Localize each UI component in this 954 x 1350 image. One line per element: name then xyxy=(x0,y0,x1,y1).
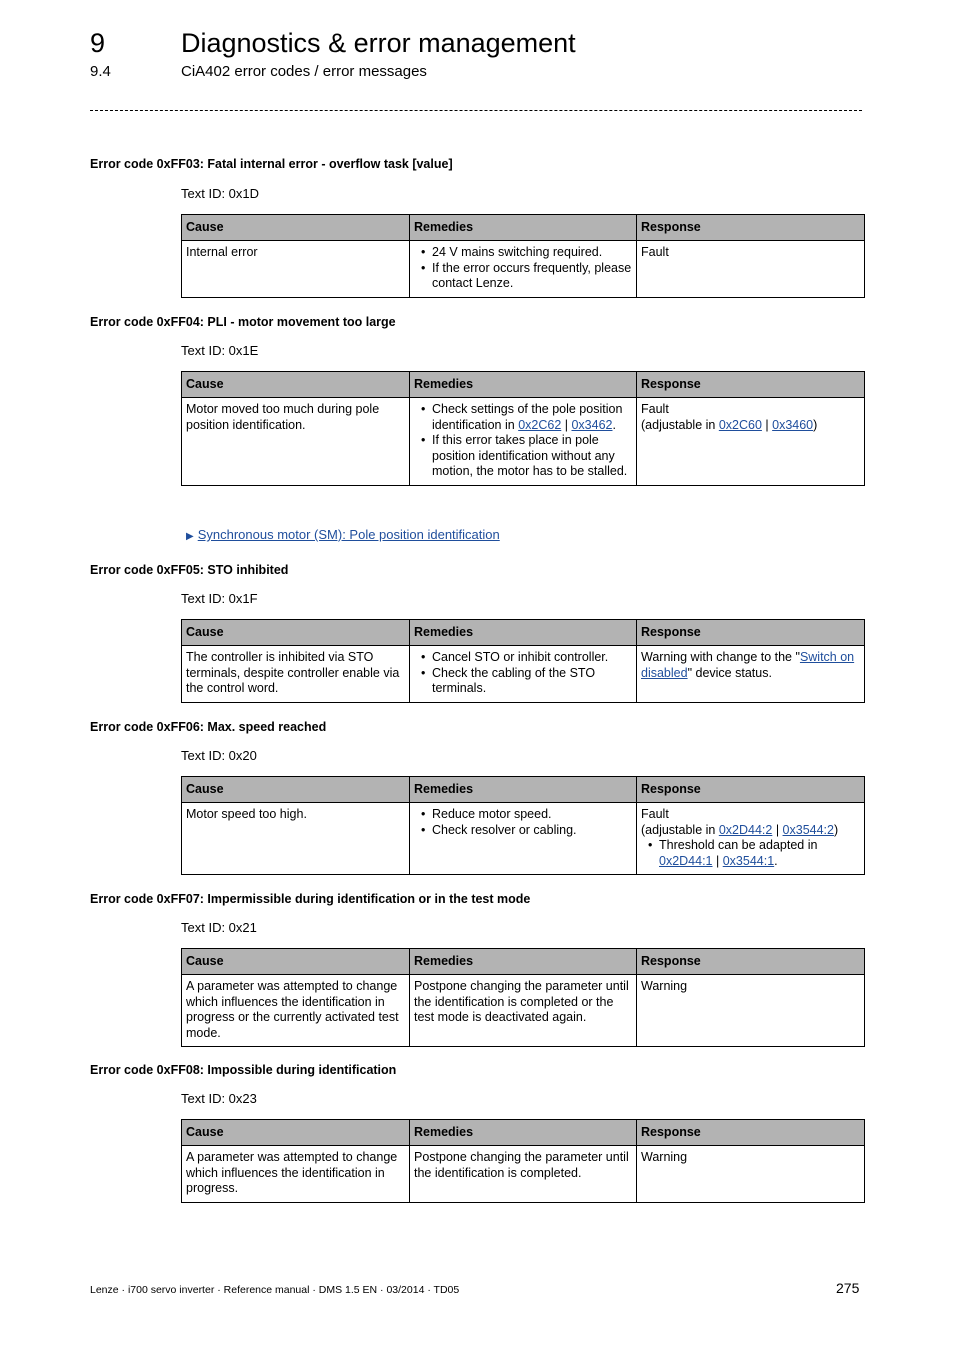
adjustable-prefix: (adjustable in xyxy=(641,417,719,432)
switch-on-disabled-link[interactable]: Switch on disabled xyxy=(641,650,855,680)
column-header-remedies: Remedies xyxy=(410,949,637,975)
remedies-cell xyxy=(410,646,637,703)
triangle-right-icon: ▶ xyxy=(186,531,194,542)
param-link-0x2D44-1[interactable]: 0x2D44:1 xyxy=(659,853,713,868)
column-header-cause: Cause xyxy=(182,372,410,398)
error-heading: Error code 0xFF07: Impermissible during identification or in the test mode xyxy=(90,892,531,906)
column-header-response: Response xyxy=(637,372,865,398)
header-divider xyxy=(90,110,862,111)
cause-cell: Internal error xyxy=(182,241,410,298)
table-row xyxy=(182,975,865,1047)
param-link-0x2C62[interactable]: 0x2C62 xyxy=(518,417,562,432)
param-link-0x3544-2[interactable]: 0x3544:2 xyxy=(782,822,834,837)
column-header-remedies: Remedies xyxy=(410,372,637,398)
remedy-end: . xyxy=(612,417,616,432)
column-header-cause: Cause xyxy=(182,215,410,241)
remedies-cell xyxy=(410,398,637,486)
error-table xyxy=(181,1119,865,1203)
response-adjustable xyxy=(641,418,860,434)
column-header-response: Response xyxy=(637,620,865,646)
column-header-response: Response xyxy=(637,949,865,975)
remedy-item: • Check the cabling of the STO terminals. xyxy=(432,666,632,697)
remedies-cell: Postpone changing the parameter until the identification is completed. xyxy=(410,1146,637,1203)
link-separator: | xyxy=(772,822,783,837)
response-cell xyxy=(637,803,865,875)
remedy-item xyxy=(432,402,632,433)
section-number: 9.4 xyxy=(90,63,111,80)
text-id: Text ID: 0x1F xyxy=(181,591,258,606)
error-heading: Error code 0xFF06: Max. speed reached xyxy=(90,720,327,734)
remedies-cell xyxy=(410,241,637,298)
error-table xyxy=(181,214,865,298)
link-separator: | xyxy=(761,417,773,432)
chapter-number: 9 xyxy=(90,28,106,58)
adjustable-prefix: (adjustable in xyxy=(641,822,719,837)
param-link-0x3544-1[interactable]: 0x3544:1 xyxy=(722,853,775,868)
column-header-remedies: Remedies xyxy=(410,777,637,803)
column-header-cause: Cause xyxy=(182,1120,410,1146)
remedy-item: • If the error occurs frequently, please contact Lenze. xyxy=(432,261,632,292)
table-row xyxy=(182,1146,865,1203)
error-table xyxy=(181,619,865,703)
error-table xyxy=(181,371,865,486)
bullet-end: . xyxy=(774,853,778,868)
response-text: Fault xyxy=(641,807,669,821)
response-cell: Fault xyxy=(637,241,865,298)
cause-cell: A parameter was attempted to change which influences the identification in progress. xyxy=(182,1146,410,1203)
cause-cell: Motor moved too much during pole position identification. xyxy=(182,398,410,486)
remedy-item: • Check resolver or cabling. xyxy=(432,823,632,839)
table-row xyxy=(182,803,865,875)
cause-cell: A parameter was attempted to change which influences the identification in progress or the currently activated test mode. xyxy=(182,975,410,1047)
adjustable-suffix: ) xyxy=(833,822,839,837)
column-header-cause: Cause xyxy=(182,620,410,646)
error-table xyxy=(181,948,865,1047)
table-row xyxy=(182,646,865,703)
response-bullet xyxy=(659,838,860,869)
error-heading: Error code 0xFF03: Fatal internal error - overflow task [value] xyxy=(90,157,453,171)
column-header-response: Response xyxy=(637,1120,865,1146)
error-heading: Error code 0xFF08: Impossible during identification xyxy=(90,1063,397,1077)
column-header-response: Response xyxy=(637,215,865,241)
remedy-text: Check settings of the pole position identification in xyxy=(432,402,623,432)
remedies-cell: Postpone changing the parameter until the identification is completed or the test mode is deactivated again. xyxy=(410,975,637,1047)
page-number: 275 xyxy=(836,1280,860,1296)
error-table xyxy=(181,776,865,875)
section-title: CiA402 error codes / error messages xyxy=(181,63,427,80)
column-header-remedies: Remedies xyxy=(410,1120,637,1146)
response-cell: Warning xyxy=(637,975,865,1047)
see-also-link[interactable]: Synchronous motor (SM): Pole position identification xyxy=(197,527,500,542)
param-link-0x3460[interactable]: 0x3460 xyxy=(772,417,814,432)
column-header-remedies: Remedies xyxy=(410,215,637,241)
table-row xyxy=(182,241,865,298)
footer-text: Lenze · i700 servo inverter · Reference manual · DMS 1.5 EN · 03/2014 · TD05 xyxy=(90,1284,460,1296)
column-header-response: Response xyxy=(637,777,865,803)
column-header-remedies: Remedies xyxy=(410,620,637,646)
text-id: Text ID: 0x21 xyxy=(181,920,257,935)
table-row xyxy=(182,398,865,486)
response-prefix: Warning with change to the " xyxy=(641,650,800,664)
response-cell: Warning xyxy=(637,1146,865,1203)
link-separator: | xyxy=(712,853,723,868)
error-heading: Error code 0xFF05: STO inhibited xyxy=(90,563,289,577)
cause-cell: Motor speed too high. xyxy=(182,803,410,875)
param-link-0x2D44-2[interactable]: 0x2D44:2 xyxy=(718,822,773,837)
remedies-cell xyxy=(410,803,637,875)
chapter-title: Diagnostics & error management xyxy=(181,28,576,58)
column-header-cause: Cause xyxy=(182,949,410,975)
see-also-link-row xyxy=(186,527,500,542)
remedy-item: • Reduce motor speed. xyxy=(432,807,632,823)
text-id: Text ID: 0x20 xyxy=(181,748,257,763)
text-id: Text ID: 0x23 xyxy=(181,1091,257,1106)
remedy-item: • If this error takes place in pole position identification without any motion, the motor has to be stalled. xyxy=(432,433,632,480)
response-cell xyxy=(637,646,865,703)
column-header-cause: Cause xyxy=(182,777,410,803)
param-link-0x2C60[interactable]: 0x2C60 xyxy=(718,417,762,432)
cause-cell: The controller is inhibited via STO terminals, despite controller enable via the control word. xyxy=(182,646,410,703)
response-text: Fault xyxy=(641,402,669,416)
text-id: Text ID: 0x1D xyxy=(181,186,260,201)
remedy-item: • Cancel STO or inhibit controller. xyxy=(432,650,632,666)
response-suffix: " device status. xyxy=(687,665,772,680)
param-link-0x3462[interactable]: 0x3462 xyxy=(571,417,613,432)
response-cell xyxy=(637,398,865,486)
error-heading: Error code 0xFF04: PLI - motor movement too large xyxy=(90,315,396,329)
bullet-text: Threshold can be adapted in xyxy=(659,838,818,852)
link-separator: | xyxy=(561,417,572,432)
text-id: Text ID: 0x1E xyxy=(181,343,259,358)
response-adjustable xyxy=(641,823,860,839)
remedy-item: • 24 V mains switching required. xyxy=(432,245,632,261)
adjustable-suffix: ) xyxy=(813,417,818,432)
